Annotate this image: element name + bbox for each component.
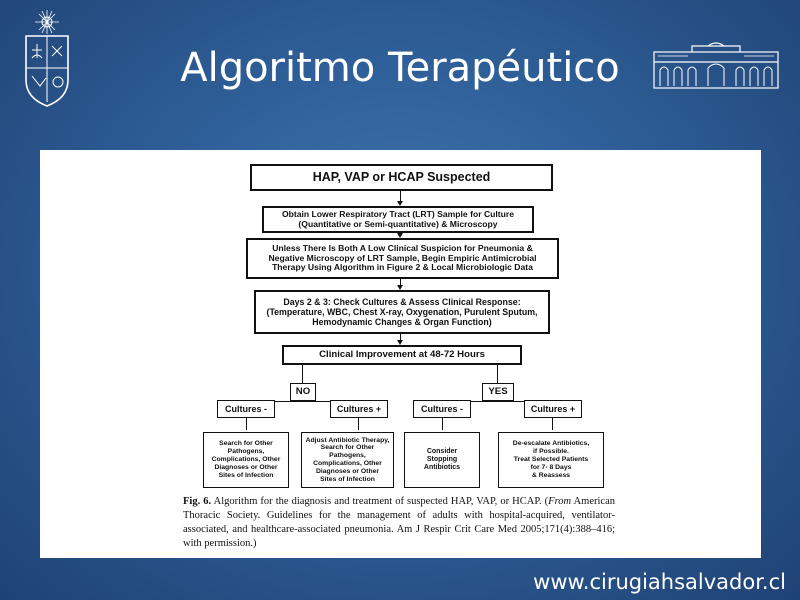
box-obtain-sample: Obtain Lower Respiratory Tract (LRT) Sample for Culture (Quantitative or Semi-quantitative) & Microscopy	[262, 206, 534, 233]
box-action-search: Search for Other Pathogens, Complications, Other Diagnoses or Other Sites of Infection	[203, 432, 289, 488]
box-action-adjust: Adjust Antibiotic Therapy, Search for Other Pathogens, Complications, Other Diagnoses or Other Sites of Infection	[301, 432, 394, 488]
box-no-cultures-positive: Cultures +	[330, 400, 388, 418]
footer-url[interactable]: www.cirugiahsalvador.cl	[533, 570, 786, 594]
box-yes: YES	[482, 383, 514, 401]
connector-line	[246, 418, 247, 430]
connector-line	[552, 418, 553, 430]
connector-line	[302, 365, 303, 383]
box-action-stop: Consider Stopping Antibiotics	[404, 432, 480, 488]
box-begin-empiric: Unless There Is Both A Low Clinical Suspicion for Pneumonia & Negative Microscopy of LRT Sample, Begin Empiric Antimicrobial Therapy Using Algorithm in Figure 2 & Local Microbiologic Data	[246, 238, 559, 279]
caption-source-italic: From	[548, 496, 572, 507]
slide-title: Algoritmo Terapéutico	[180, 45, 620, 91]
box-no: NO	[290, 383, 316, 401]
box-no-cultures-negative: Cultures -	[217, 400, 275, 418]
university-crest-logo	[18, 10, 76, 108]
box-yes-cultures-negative: Cultures -	[413, 400, 471, 418]
figure-caption	[183, 495, 615, 551]
connector-line	[442, 418, 443, 430]
caption-label: Fig. 6.	[183, 496, 212, 507]
connector-line	[497, 365, 498, 383]
caption-text: Algorithm for the diagnosis and treatment of suspected HAP, VAP, or HCAP. (	[211, 496, 549, 507]
box-suspected: HAP, VAP or HCAP Suspected	[250, 164, 553, 191]
figure-panel	[40, 150, 761, 558]
box-yes-cultures-positive: Cultures +	[524, 400, 582, 418]
box-action-deescalate: De-escalate Antibiotics, if Possible. Treat Selected Patients for 7- 8 Days & Reassess	[498, 432, 604, 488]
caption-source: American Thoracic Society. Guidelines for the management of adults with hospital-acquired, ventilator-associated, and healthcare-associated pneumonia. Am J Respir Crit Care Med 2005;171(4):388–416; with permission.)	[183, 496, 615, 549]
box-clinical-improvement: Clinical Improvement at 48-72 Hours	[282, 345, 522, 365]
connector-line	[358, 418, 359, 430]
hospital-building-logo	[652, 40, 780, 90]
box-check-cultures: Days 2 & 3: Check Cultures & Assess Clinical Response: (Temperature, WBC, Chest X-ray, Oxygenation, Purulent Sputum, Hemodynamic Changes & Organ Function)	[254, 290, 550, 334]
